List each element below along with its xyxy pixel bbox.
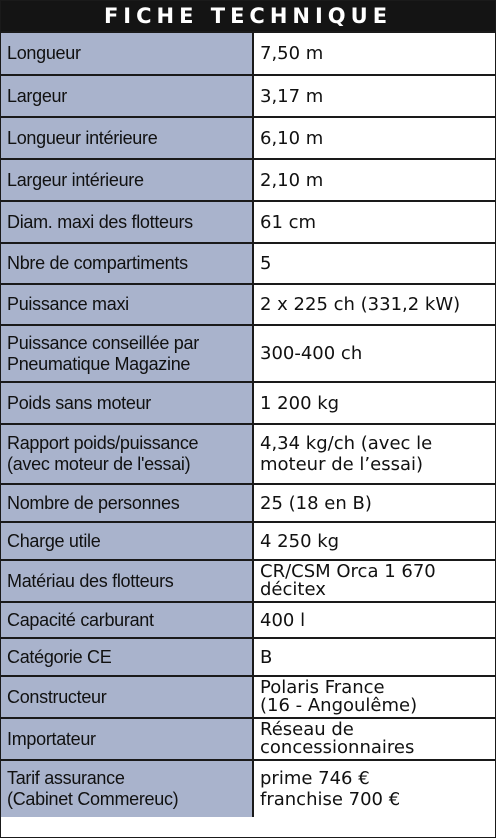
spec-table (1, 33, 495, 817)
table-row (1, 75, 495, 117)
row-label: Catégorie CE (1, 638, 253, 676)
table-row (1, 201, 495, 243)
row-label: Rapport poids/puissance (avec moteur de l'essai) (1, 424, 253, 484)
row-value: Polaris France (16 - Angoulême) (253, 676, 495, 718)
table-row (1, 522, 495, 560)
row-value: 25 (18 en B) (253, 484, 495, 522)
row-value: 4,34 kg/ch (avec le moteur de l’essai) (253, 424, 495, 484)
row-value: 3,17 m (253, 75, 495, 117)
row-label: Nbre de compartiments (1, 243, 253, 284)
row-value: B (253, 638, 495, 676)
row-value: Réseau de concessionnaires (253, 718, 495, 760)
table-row (1, 325, 495, 382)
row-value: 5 (253, 243, 495, 284)
table-row (1, 159, 495, 201)
row-value: 400 l (253, 602, 495, 638)
table-row (1, 243, 495, 284)
row-value: CR/CSM Orca 1 670 décitex (253, 560, 495, 602)
table-row (1, 284, 495, 325)
row-label: Poids sans moteur (1, 382, 253, 424)
row-label: Largeur intérieure (1, 159, 253, 201)
row-label: Importateur (1, 718, 253, 760)
row-label: Charge utile (1, 522, 253, 560)
row-label: Constructeur (1, 676, 253, 718)
row-label: Puissance maxi (1, 284, 253, 325)
row-label: Largeur (1, 75, 253, 117)
row-value: 4 250 kg (253, 522, 495, 560)
table-row (1, 560, 495, 602)
row-label: Tarif assurance (Cabinet Commereuc) (1, 760, 253, 817)
row-label: Nombre de personnes (1, 484, 253, 522)
row-value: prime 746 € franchise 700 € (253, 760, 495, 817)
table-row (1, 676, 495, 718)
row-label: Longueur intérieure (1, 117, 253, 159)
table-row (1, 484, 495, 522)
table-row (1, 424, 495, 484)
row-value: 1 200 kg (253, 382, 495, 424)
row-value: 6,10 m (253, 117, 495, 159)
row-value: 300-400 ch (253, 325, 495, 382)
row-label: Diam. maxi des flotteurs (1, 201, 253, 243)
row-label: Capacité carburant (1, 602, 253, 638)
table-row (1, 382, 495, 424)
table-row (1, 33, 495, 75)
row-value: 7,50 m (253, 33, 495, 75)
row-label: Longueur (1, 33, 253, 75)
sheet-title: FICHE TECHNIQUE (1, 1, 495, 33)
row-value: 2 x 225 ch (331,2 kW) (253, 284, 495, 325)
table-row (1, 602, 495, 638)
row-value: 2,10 m (253, 159, 495, 201)
row-label: Puissance conseillée par Pneumatique Magazine (1, 325, 253, 382)
table-row (1, 718, 495, 760)
table-row (1, 117, 495, 159)
row-label: Matériau des flotteurs (1, 560, 253, 602)
table-row (1, 760, 495, 817)
row-value: 61 cm (253, 201, 495, 243)
table-row (1, 638, 495, 676)
